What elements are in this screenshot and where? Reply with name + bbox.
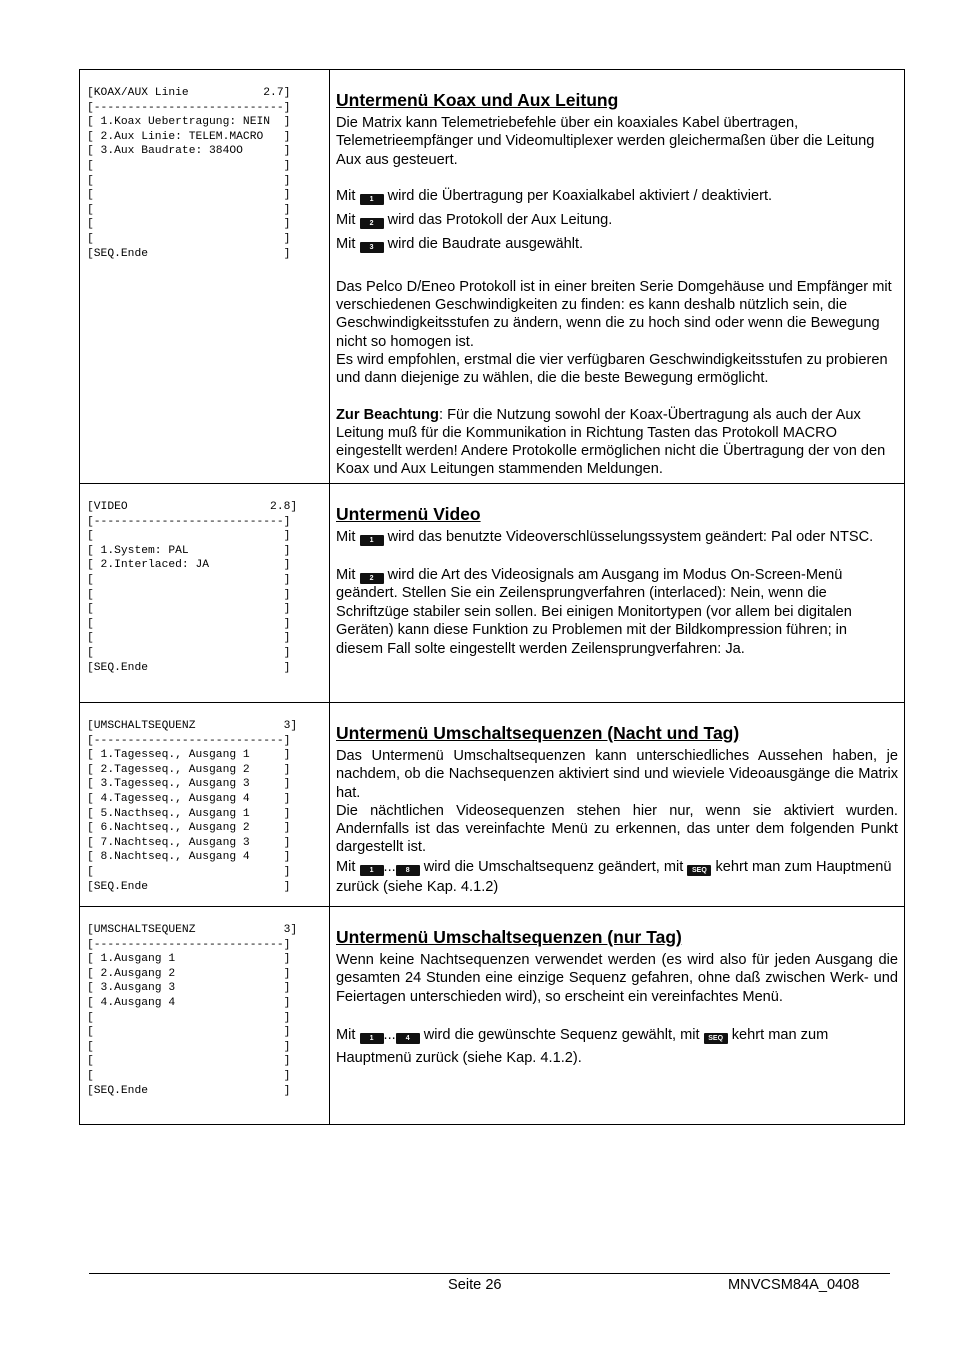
menu-screen-cell [80,70,330,484]
key-3-icon: 3 [360,242,384,253]
section-koax-aux [80,70,905,484]
menu-screen-video: [VIDEO 2.8] [----------------------------] [ ] [ 1.System: PAL ] [ 2.Interlaced: JA ] [ ] [ ] [ ] [ ] [ ] [ ] [SEQ.Ende ] [87,501,298,674]
menu-screen-umschalt-full: [UMSCHALTSEQUENZ 3] [----------------------------] [ 1.Tagesseq., Ausgang 1 ] [ 2.Tagesseq., Ausgang 2 ] [ 3.Tagesseq., Ausgang 3 ] [ 4.Tagesseq., Ausgang 4 ] [ 5.Nacthseq., Ausgang 1 ] [ 6.Nachtseq., Ausgang 2 ] [ 7.Nachtseq., Ausgang 3 ] [ 8.Nachtseq., Ausgang 4 ] [ ] [SEQ.Ende ] [87,720,298,893]
key-1-icon: 1 [360,194,384,205]
paragraph-intro: Die Matrix kann Telemetriebefehle über ein koaxiales Kabel übertragen, Telemetrieempfänger und Videomultiplexer werden gleichermaßen über die Leitung Aux aus gesteuert. [336,115,875,168]
key-2-icon: 2 [360,573,384,584]
seq-key-icon: SEQ [704,1033,728,1044]
paragraph-night: Die nächtlichen Videosequenzen stehen hier nur, wenn sie aktiviert wurden. Andernfalls ist das vereinfachte Menü zu erkennen, das unter dem folgenden Punkt dargestellt ist. [336,802,898,856]
note-label: Zur Beachtung [336,406,439,423]
section-title: Untermenü Umschaltsequenzen (Nacht und Tag) [336,723,740,743]
key-4-icon: 4 [396,1033,420,1044]
footer-document-id: MNVCSM84A_0408 [728,1277,860,1293]
description-cell [330,703,905,907]
menu-screen-cell [80,484,330,703]
footer-page-number: Seite 26 [448,1277,502,1293]
key-line-2: Mit 2 wird das Protokoll der Aux Leitung. [336,212,613,229]
section-title: Untermenü Umschaltsequenzen (nur Tag) [336,927,682,947]
seq-key-icon: SEQ [687,865,711,876]
paragraph-pelco: Das Pelco D/Eneo Protokoll ist in einer breiten Serie Domgehäuse und Empfänger mit verschiedenen Geschwindigkeiten zu finden: es kann deshalb nützlich sein, die Geschwindigkeitsstufen zu ändern, wenn die zu hoch sind oder wenn die Bewegung nicht so homogen ist. [336,278,892,350]
description-cell [330,70,905,484]
section-title: Untermenü Koax und Aux Leitung [336,90,619,110]
menu-screen-cell [80,907,330,1125]
menu-screen-cell [80,703,330,907]
key-1-icon: 1 [360,1033,384,1044]
key-line: Mit 1 ... 8 wird die Umschaltsequenz geändert, mit SEQ kehrt man zum Hauptmenü zurück (siehe Kap. 4.1.2) [336,858,892,895]
key-8-icon: 8 [396,865,420,876]
content-table [79,69,905,1125]
section-umschalt-nur-tag [80,907,905,1125]
description-cell [330,484,905,703]
key-line: Mit 1 ... 4 wird die gewünschte Sequenz gewählt, mit SEQ kehrt man zum Hauptmenü zurück (siehe Kap. 4.1.2). [336,1026,829,1066]
key-line-1: Mit 1 wird das benutzte Videoverschlüsselungssystem geändert: Pal oder NTSC. [336,529,874,545]
paragraph-recommendation: Es wird empfohlen, erstmal die vier verfügbaren Geschwindigkeitsstufen zu probieren und dann diejenige zu wählen, die die beste Bewegung ermöglicht. [336,351,888,387]
key-1-icon: 1 [360,535,384,546]
footer-divider [89,1273,890,1274]
menu-screen-koax-aux: [KOAX/AUX Linie 2.7] [----------------------------] [ 1.Koax Uebertragung: NEIN ] [ 2.Aux Linie: TELEM.MACRO ] [ 3.Aux Baudrate: 384OO ] [ ] [ ] [ ] [ ] [ ] [ ] [SEQ.Ende ] [87,87,291,260]
section-title: Untermenü Video [336,504,481,524]
section-umschalt-nacht-tag [80,703,905,907]
key-line-3: Mit 3 wird die Baudrate ausgewählt. [336,236,584,253]
paragraph-intro: Wenn keine Nachtsequenzen verwendet werden (es wird also für jeden Ausgang die gesamten 24 Stunden eine einzige Sequenz gefahren, ohne daß zwischen Werk- und Feiertagen unterschieden wird), so erscheint ein vereinfachtes Menü. [336,952,898,1005]
menu-screen-umschalt-simple: [UMSCHALTSEQUENZ 3] [----------------------------] [ 1.Ausgang 1 ] [ 2.Ausgang 2 ] [ 3.Ausgang 3 ] [ 4.Ausgang 4 ] [ ] [ ] [ ] [ ] [ ] [SEQ.Ende ] [87,924,298,1097]
description-cell [330,907,905,1125]
key-2-icon: 2 [360,218,384,229]
paragraph-note: Zur Beachtung: Für die Nutzung sowohl der Koax-Übertragung als auch der Aux Leitung muß für die Kommunikation in Richtung Tasten das Protokoll MACRO eingestellt werden! Andere Protokolle ermöglichen nicht die Übertragung der von den Koax und Aux Leitungen stammenden Meldungen. [336,406,886,478]
key-1-icon: 1 [360,865,384,876]
key-line-2: Mit 2 wird die Art des Videosignals am Ausgang im Modus On-Screen-Menü geändert. Stellen Sie ein Zeilensprungverfahren (interlaced): Nein, wenn die Schriftzüge stabiler sein sollen. Bei einigen Monitortypen (vor allem bei digitalen Geräten) kann diese Funktion zu Problemen mit der Bildkompression führen; in diesem Fall solte eingestellt werden Zeilensprungverfahren: Ja. [336,566,852,657]
paragraph-intro: Das Untermenü Umschaltsequenzen kann unterschiedliches Aussehen haben, je nachdem, ob die Nachsequenzen aktiviert sind und wieviele Videoausgänge die Matrix hat. [336,748,898,801]
key-line-1: Mit 1 wird die Übertragung per Koaxialkabel aktiviert / deaktiviert. [336,187,773,204]
section-video [80,484,905,703]
